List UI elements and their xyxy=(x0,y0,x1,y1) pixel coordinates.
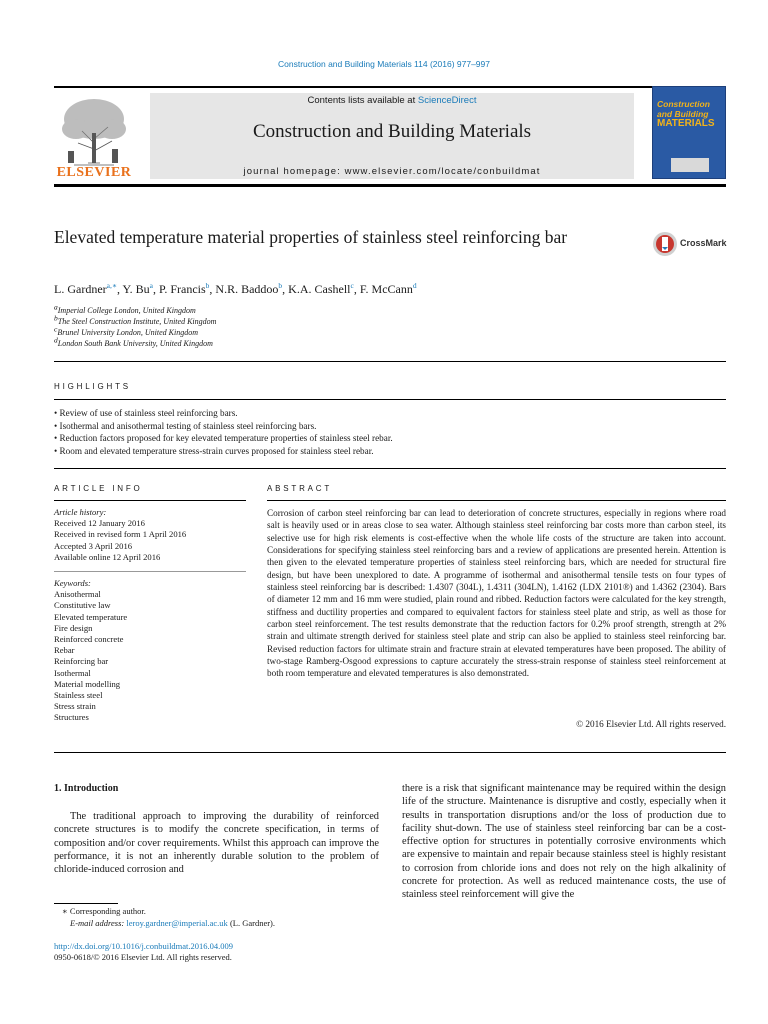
crossmark-label: CrossMark xyxy=(680,238,727,248)
abstract-heading: ABSTRACT xyxy=(267,484,333,493)
divider xyxy=(54,361,726,362)
contents-line xyxy=(150,95,634,106)
cover-line-3: MATERIALS xyxy=(657,118,715,129)
corresponding-author-note: ∗ Corresponding author. xyxy=(62,906,146,916)
header-bottom-rule xyxy=(54,184,726,187)
section-heading: 1. Introduction xyxy=(54,783,119,794)
author-sup[interactable]: b xyxy=(205,281,210,290)
affiliation xyxy=(54,324,454,337)
email-link[interactable]: leroy.gardner@imperial.ac.uk xyxy=(126,918,228,928)
author-name: K.A. Cashell xyxy=(288,282,351,296)
keyword: Structures xyxy=(54,712,89,723)
author-name: P. Francis xyxy=(158,282,206,296)
author-sup[interactable]: a xyxy=(149,281,153,290)
divider xyxy=(54,399,726,400)
email-suffix: (L. Gardner). xyxy=(227,918,276,928)
author-name: Y. Bu xyxy=(122,282,150,296)
history-item: Received 12 January 2016 xyxy=(54,518,145,529)
issn-line: 0950-0618/© 2016 Elsevier Ltd. All rights reserved. xyxy=(54,952,232,962)
article-title: Elevated temperature material properties of stainless steel reinforcing bar xyxy=(54,227,568,247)
affiliation-text: Imperial College London, United Kingdom xyxy=(57,306,196,315)
affiliation-mark: d xyxy=(54,335,58,345)
highlights-heading: HIGHLIGHTS xyxy=(54,382,131,391)
article-history xyxy=(54,507,254,563)
affiliation-mark: c xyxy=(54,324,58,334)
divider xyxy=(54,752,726,753)
affiliation xyxy=(54,302,454,315)
history-label: Article history: xyxy=(54,507,107,517)
keyword: Fire design xyxy=(54,622,93,633)
affiliation-mark: a xyxy=(54,302,58,312)
keyword: Rebar xyxy=(54,645,75,656)
cover-footer-block xyxy=(671,158,709,172)
body-right-column: there is a risk that significant maintenance may be required within the design life of the structure. Maintenance is disruptive and costly, especially when it results in transportation disruptions and/or the loss of production due to facility shut-down. The use of stainless steel reinforcing bar can be a cost-effective option for structures in potentially corrosive environments which are expensive to maintain and repair because stainless steel is highly resistant to corrosion from chloride ions and does not rely on the high alkalinity of concrete for protection. As well as reduced maintenance costs, the use of stainless steel reinforcement will give the xyxy=(402,783,726,901)
keyword: Reinforcing bar xyxy=(54,656,109,667)
highlight-item: • Reduction factors proposed for key elevated temperature properties of stainless steel rebar. xyxy=(54,433,393,443)
email-label: E-mail address: xyxy=(70,918,127,928)
author-sup[interactable]: b xyxy=(278,281,283,290)
body-left-column: The traditional approach to improving the durability of reinforced concrete structures is to modify the concrete specification, in terms of composition and/or cover requirements. Whilst this approach can improve the performance, it is not an inherently durable solution to the problem of chloride-induced corrosion and xyxy=(54,811,379,876)
crossmark-badge[interactable] xyxy=(652,229,732,259)
author-sup[interactable]: d xyxy=(412,281,417,290)
article-info-rule xyxy=(54,500,246,501)
affiliation-mark: b xyxy=(54,313,58,323)
keyword: Isothermal xyxy=(54,667,91,678)
keyword: Constitutive law xyxy=(54,600,111,611)
affiliation xyxy=(54,335,454,348)
journal-title: Construction and Building Materials xyxy=(252,121,532,142)
keyword: Elevated temperature xyxy=(54,611,128,622)
author-name: N.R. Baddoo xyxy=(215,282,279,296)
publisher-wordmark: ELSEVIER xyxy=(56,165,132,180)
header-top-rule xyxy=(54,86,726,88)
affiliation-text: Brunel University London, United Kingdom xyxy=(57,328,198,337)
highlight-item: • Room and elevated temperature stress-strain curves proposed for stainless steel rebar. xyxy=(54,446,374,456)
keyword: Reinforced concrete xyxy=(54,634,124,645)
keyword: Anisothermal xyxy=(54,589,101,600)
author-name: F. McCann xyxy=(359,282,413,296)
keyword: Material modelling xyxy=(54,678,121,689)
abstract-copyright: © 2016 Elsevier Ltd. All rights reserved. xyxy=(576,719,726,729)
history-item: Accepted 3 April 2016 xyxy=(54,540,133,551)
author-sup[interactable]: c xyxy=(350,281,354,290)
highlight-item: • Isothermal and anisothermal testing of stainless steel reinforcing bars. xyxy=(54,421,317,431)
abstract-text: Corrosion of carbon steel reinforcing bar can lead to deterioration of concrete structures, especially in regions where road salt is heavily used or in areas close to sea water. Although stainless steel reinforcing bar costs more than carbon steel, its selective use for high risk elements is cost-effective when the whole life costs of the structure are taken into account. Considerations for specifying stainless steel reinforcing bars and a review of applications are presented herein. Attention is then given to the elevated temperature properties of stainless steel reinforcing bars, which are needed for structural fire design, but have been unexplored to date. A programme of isothermal and anisothermal tensile tests on four types of stainless steel reinforcing bar is described: 1.4307 (304L), 1.4311 (304LN), 1.4162 (LDX 2101®) and 1.4362 (2304). Bars of diameter 12 mm and 16 mm were studied, plain round and ribbed. Reduction factors were calculated for the key strength, stiffness and ductility properties and compared to equivalent factors for stainless steel plate and strip, as well as those for carbon steel reinforcement. The test results demonstrate that the reduction factors for 0.2% proof strength, strength at 2% strain and ultimate strength derived for stainless steel plate and strip can also be applied to stainless steel reinforcing bar. Revised reduction factors for ultimate strain and fracture strain at elevated temperatures have been proposed. The ability of two-stage Ramberg-Osgood expressions to capture accurately the stress-strain response of stainless steel reinforcement at both room temperature and elevated temperatures is also demonstrated. xyxy=(267,508,726,679)
article-info-heading: ARTICLE INFO xyxy=(54,484,143,493)
doi-link[interactable]: http://dx.doi.org/10.1016/j.conbuildmat.2016.04.009 xyxy=(54,941,234,951)
cover-line-2: and Building xyxy=(657,109,709,119)
author-sup[interactable]: a,∗ xyxy=(106,281,117,290)
footnote-rule xyxy=(54,903,118,904)
contents-prefix: Contents lists available at xyxy=(307,95,418,106)
affiliation xyxy=(54,313,454,326)
author-name: L. Gardner xyxy=(54,282,107,296)
affiliation-text: The Steel Construction Institute, United Kingdom xyxy=(57,317,217,326)
author-list: L. Gardner$^{a,∗}$, Y. Bu$^a$, P. Francis$^b$, N.R. Baddoo$^b$, K.A. Cashell$^c$, F. McCann$^d$ xyxy=(54,281,417,296)
keywords-list xyxy=(54,578,254,724)
highlight-item: • Review of use of stainless steel reinforcing bars. xyxy=(54,408,238,418)
history-item: Received in revised form 1 April 2016 xyxy=(54,529,187,540)
cover-line-1: Construction xyxy=(657,99,710,109)
keywords-label: Keywords: xyxy=(54,578,91,588)
journal-cover-image xyxy=(652,86,726,179)
keywords-rule xyxy=(54,571,246,572)
journal-citation[interactable]: Construction and Building Materials 114 (2016) 977–997 xyxy=(277,59,490,69)
journal-homepage[interactable]: journal homepage: www.elsevier.com/locate/conbuildmat xyxy=(243,166,541,177)
divider xyxy=(54,468,726,469)
sciencedirect-link[interactable]: ScienceDirect xyxy=(417,95,477,106)
email-line xyxy=(70,918,400,928)
history-item: Available online 12 April 2016 xyxy=(54,551,161,562)
keyword: Stress strain xyxy=(54,701,96,712)
crossmark-icon xyxy=(652,229,678,259)
affiliation-text: London South Bank University, United Kingdom xyxy=(57,339,213,348)
abstract-rule xyxy=(267,500,726,501)
keyword: Stainless steel xyxy=(54,690,103,701)
